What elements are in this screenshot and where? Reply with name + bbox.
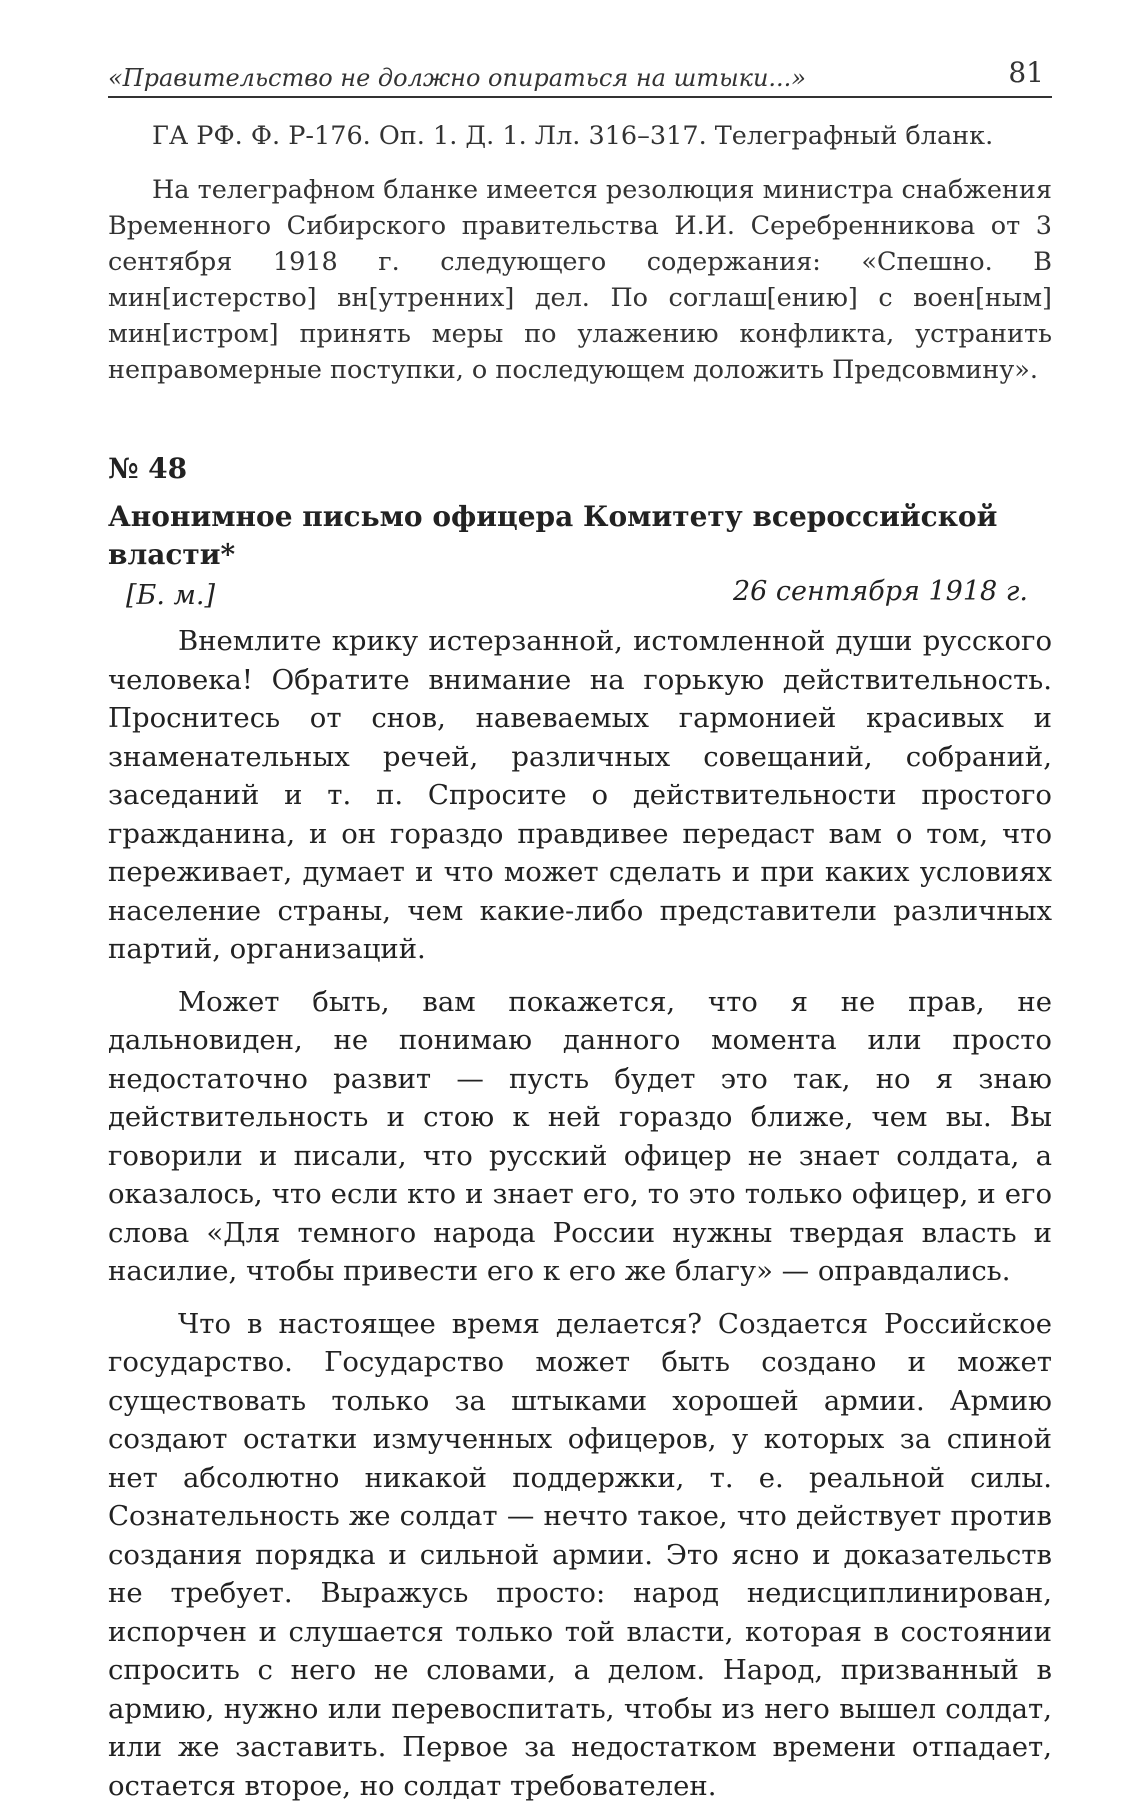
document-title: Анонимное письмо офицера Комитету всероссийской власти* bbox=[108, 498, 1052, 574]
paragraph: Внемлите крику истерзанной, истомленной души русского человека! Обратите внимание на горькую действительность. Проснитесь от снов, навеваемых гармонией красивых и знаменательных речей, различных совещаний, собраний, заседаний и т. п. Спросите о действительности простого гражданина, и он гораздо правдивее передаст вам о том, что переживает, думает и что может сделать и при каких условиях население страны, чем какие-либо представители различных партий, организаций. bbox=[108, 622, 1052, 969]
letter-body bbox=[108, 622, 1052, 1805]
page-number: 81 bbox=[1008, 56, 1044, 89]
paragraph: Что в настоящее время делается? Создается Российское государство. Государство может быть создано и может существовать только за штыками хорошей армии. Армию создают остатки измученных офицеров, у которых за спиной нет абсолютно никакой поддержки, т. е. реальной силы. Сознательность же солдат — нечто такое, что действует против создания порядка и сильной армии. Это ясно и доказательств не требует. Выражусь просто: народ недисциплинирован, испорчен и слушается только той власти, которая в состоянии спросить с него не словами, а делом. Народ, призванный в армию, нужно или перевоспитать, чтобы из него вышел солдат, или же заставить. Первое за недостатком времени отпадает, остается второе, но солдат требователен. bbox=[108, 1305, 1052, 1805]
paragraph: Может быть, вам покажется, что я не прав, не дальновиден, не понимаю данного момента или просто недостаточно развит — пусть будет это так, но я знаю действительность и стою к ней гораздо ближе, чем вы. Вы говорили и писали, что русский офицер не знает солдата, а оказалось, что если кто и знает его, то это только офицер, и его слова «Для темного народа России нужны твердая власть и насилие, чтобы привести его к его же благу» — оправдались. bbox=[108, 983, 1052, 1291]
document-place: [Б. м.] bbox=[126, 580, 215, 611]
dateline bbox=[108, 576, 1052, 616]
archive-reference: ГА РФ. Ф. Р-176. Оп. 1. Д. 1. Лл. 316–317. Телеграфный бланк. bbox=[108, 118, 1052, 154]
document-number: № 48 bbox=[108, 450, 1052, 488]
running-title: «Правительство не должно опираться на штыки...» bbox=[108, 64, 806, 92]
running-header bbox=[108, 50, 1052, 98]
book-page bbox=[108, 50, 1052, 1805]
resolution-note: На телеграфном бланке имеется резолюция министра снабжения Временного Сибирского правительства И.И. Серебренникова от 3 сентября 1918 г. следующего содержания: «Спешно. В мин[истерство] вн[утренних] дел. По соглаш[ению] с воен[ным] мин[истром] принять меры по улажению конфликта, устранить неправомерные поступки, о последующем доложить Предсовмину». bbox=[108, 172, 1052, 388]
document-date: 26 сентября 1918 г. bbox=[733, 576, 1028, 607]
